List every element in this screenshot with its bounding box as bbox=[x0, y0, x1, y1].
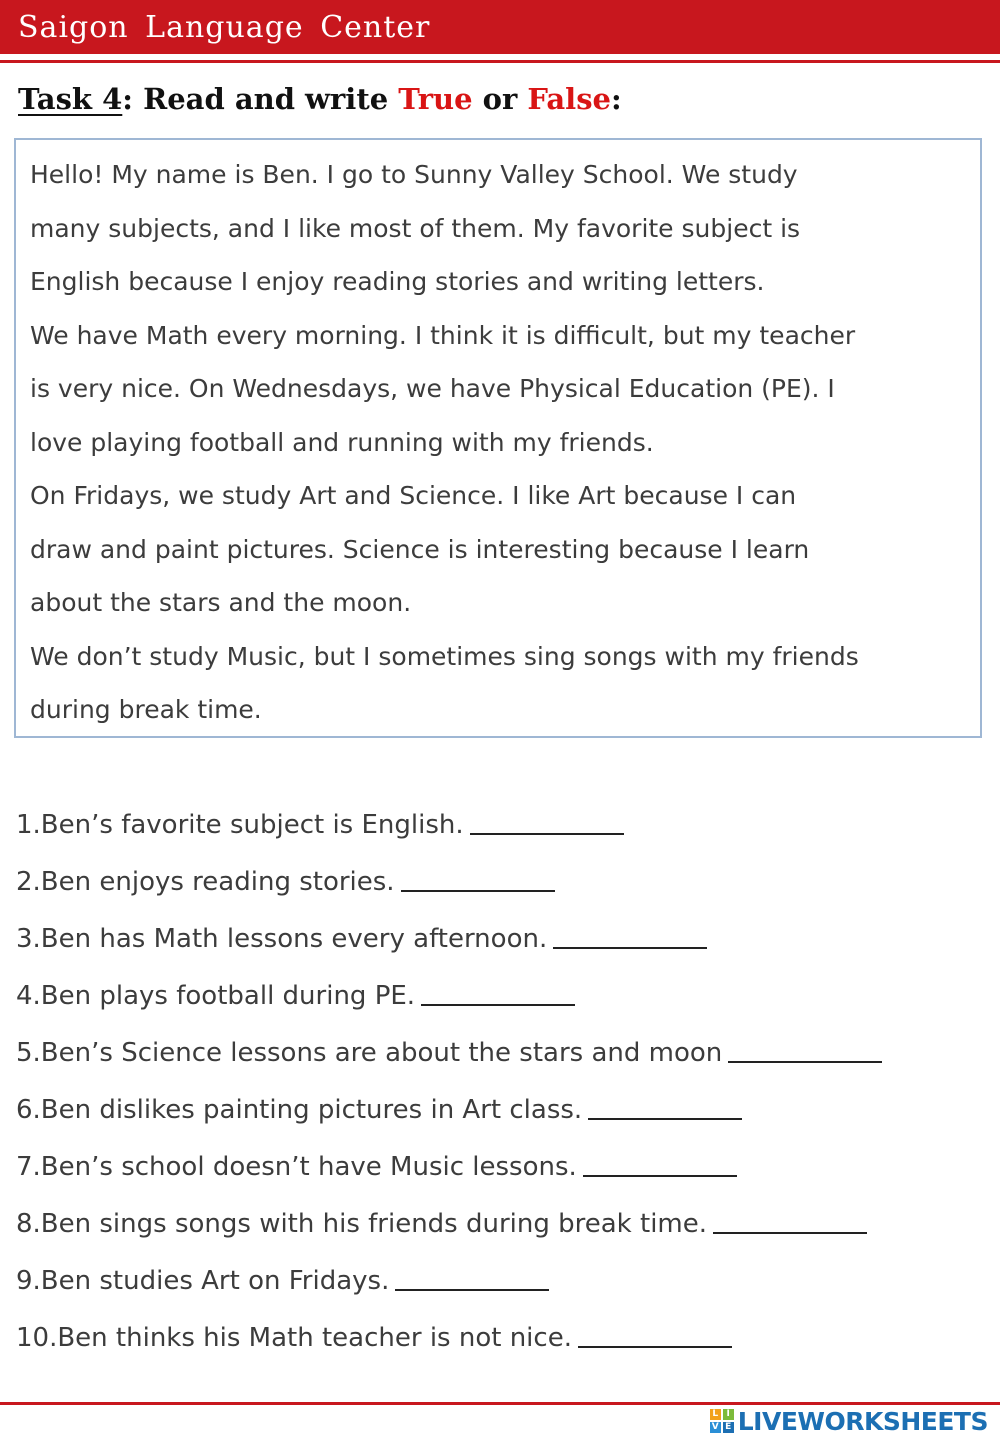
question-row bbox=[16, 1028, 882, 1068]
answer-blank[interactable] bbox=[583, 1175, 737, 1177]
question-text: 1.Ben’s favorite subject is English. bbox=[16, 810, 464, 840]
task-middle: or bbox=[472, 82, 528, 116]
passage-line: many subjects, and I like most of them. My favorite subject is bbox=[30, 214, 801, 243]
question-row bbox=[16, 1256, 549, 1296]
answer-blank[interactable] bbox=[713, 1232, 867, 1234]
answer-blank[interactable] bbox=[728, 1061, 882, 1063]
header-divider bbox=[0, 60, 1000, 63]
brand-text: LIVEWORKSHEETS bbox=[737, 1406, 988, 1436]
task-heading bbox=[18, 82, 622, 116]
question-text: 10.Ben thinks his Math teacher is not nice. bbox=[16, 1323, 572, 1353]
reading-passage bbox=[14, 138, 982, 738]
question-text: 2.Ben enjoys reading stories. bbox=[16, 867, 395, 897]
liveworksheets-brand[interactable] bbox=[710, 1406, 988, 1436]
task-suffix: : bbox=[610, 82, 622, 116]
question-text: 6.Ben dislikes painting pictures in Art class. bbox=[16, 1095, 583, 1125]
answer-blank[interactable] bbox=[588, 1118, 742, 1120]
question-row bbox=[16, 1142, 737, 1182]
answer-blank[interactable] bbox=[395, 1289, 549, 1291]
passage-line: On Fridays, we study Art and Science. I like Art because I can bbox=[30, 481, 797, 510]
passage-line: draw and paint pictures. Science is interesting because I learn bbox=[30, 535, 810, 564]
passage-line: Hello! My name is Ben. I go to Sunny Valley School. We study bbox=[30, 160, 798, 189]
question-row bbox=[16, 1199, 867, 1239]
logo-letter: E bbox=[723, 1422, 734, 1433]
logo-letter: I bbox=[723, 1409, 734, 1420]
question-row bbox=[16, 1085, 742, 1125]
answer-blank[interactable] bbox=[578, 1346, 732, 1348]
task-word-false: False bbox=[527, 82, 611, 116]
question-row bbox=[16, 914, 707, 954]
footer-divider bbox=[0, 1402, 1000, 1405]
logo-letter: L bbox=[710, 1409, 721, 1420]
question-row bbox=[16, 857, 555, 897]
question-row bbox=[16, 1313, 732, 1353]
passage-line: during break time. bbox=[30, 695, 262, 724]
question-text: 3.Ben has Math lessons every afternoon. bbox=[16, 924, 548, 954]
logo-letter: V bbox=[710, 1422, 721, 1433]
question-text: 9.Ben studies Art on Fridays. bbox=[16, 1266, 390, 1296]
answer-blank[interactable] bbox=[553, 947, 707, 949]
question-row bbox=[16, 800, 624, 840]
task-word-true: True bbox=[398, 82, 473, 116]
answer-blank[interactable] bbox=[470, 833, 624, 835]
passage-line: about the stars and the moon. bbox=[30, 588, 412, 617]
passage-line: is very nice. On Wednesdays, we have Physical Education (PE). I bbox=[30, 374, 835, 403]
question-row bbox=[16, 971, 575, 1011]
passage-line: English because I enjoy reading stories and writing letters. bbox=[30, 267, 765, 296]
question-text: 5.Ben’s Science lessons are about the stars and moon bbox=[16, 1038, 723, 1068]
center-name: Saigon Language Center bbox=[18, 10, 431, 45]
answer-blank[interactable] bbox=[421, 1004, 575, 1006]
task-label: Task 4 bbox=[18, 82, 123, 116]
task-prefix: : Read and write bbox=[122, 82, 399, 116]
question-text: 4.Ben plays football during PE. bbox=[16, 981, 416, 1011]
passage-line: We don’t study Music, but I sometimes sing songs with my friends bbox=[30, 642, 859, 671]
passage-line: love playing football and running with my friends. bbox=[30, 428, 654, 457]
question-text: 8.Ben sings songs with his friends during break time. bbox=[16, 1209, 708, 1239]
liveworksheets-logo-icon bbox=[710, 1409, 734, 1433]
question-text: 7.Ben’s school doesn’t have Music lessons. bbox=[16, 1152, 577, 1182]
passage-line: We have Math every morning. I think it is difficult, but my teacher bbox=[30, 321, 856, 350]
answer-blank[interactable] bbox=[401, 890, 555, 892]
